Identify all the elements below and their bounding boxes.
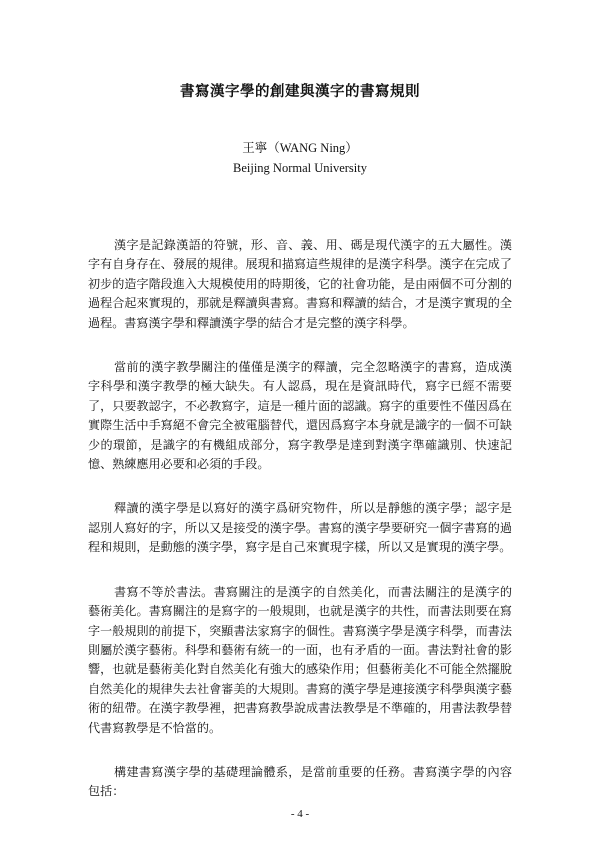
author-name: 王寧（WANG Ning） [242, 141, 358, 155]
page-number: - 4 - [290, 808, 310, 820]
document-body [88, 236, 512, 827]
paragraph-3: 釋讀的漢字學是以寫好的漢字爲研究物件，所以是靜態的漢字學；認字是認別人寫好的字，所以又是接受的漢字學。書寫的漢字學要研究一個字書寫的過程和規則，是動態的漢字學，寫字是自己來實現字樣，所以又是實現的漢字學。 [88, 501, 512, 555]
document-title: 書寫漢字學的創建與漢字的書寫規則 [180, 83, 420, 100]
author-affiliation: Beijing Normal University [232, 161, 367, 175]
paragraph-2: 當前的漢字教學關注的僅僅是漢字的釋讀，完全忽略漢字的書寫，造成漢字科學和漢字教學的極大缺失。有人認爲，現在是資訊時代，寫字已經不需要了，只要教認字，不必教寫字，這是一種片面的認識。寫字的重要性不僅因爲在實際生活中手寫絕不會完全被電腦替代，還因爲寫字本身就是識字的一個不可缺少的環節，是識字的有機組成部分，寫字教學是達到對漢字準確識別、快速記憶、熟練應用必要和必須的手段。 [88, 360, 512, 472]
paragraph-1: 漢字是記錄漢語的符號，形、音、義、用、碼是現代漢字的五大屬性。漢字有自身存在、發展的規律。展現和描寫這些規律的是漢字科學。漢字在完成了初步的造字階段進入大規模使用的時期後，它的社會功能，是由兩個不可分割的過程合起來實現的，那就是釋讀與書寫。書寫和釋讀的結合，才是漢字實現的全過程。書寫漢字學和釋讀漢字學的結合才是完整的漢字科學。 [88, 238, 512, 330]
paragraph-4: 書寫不等於書法。書寫關注的是漢字的自然美化，而書法關注的是漢字的藝術美化。書寫關注的是寫字的一般規則，也就是漢字的共性，而書法則要在寫字一般規則的前提下，突顯書法家寫字的個性。書寫漢字學是漢字科學，而書法則屬於漢字藝術。科學和藝術有統一的一面，也有矛盾的一面。書法對社會的影響，也就是藝術美化對自然美化有強大的感染作用；但藝術美化不可能全然擺脫自然美化的規律失去社會審美的大規則。書寫的漢字學是連接漢字科學與漢字藝術的紐帶。在漢字教學裡，把書寫教學說成書法教學是不準確的，用書法教學替代書寫教學是不恰當的。 [88, 584, 512, 735]
paragraph-5: 構建書寫漢字學的基礎理論體系，是當前重要的任務。書寫漢字學的內容包括： [88, 764, 512, 799]
author-block [0, 138, 600, 178]
